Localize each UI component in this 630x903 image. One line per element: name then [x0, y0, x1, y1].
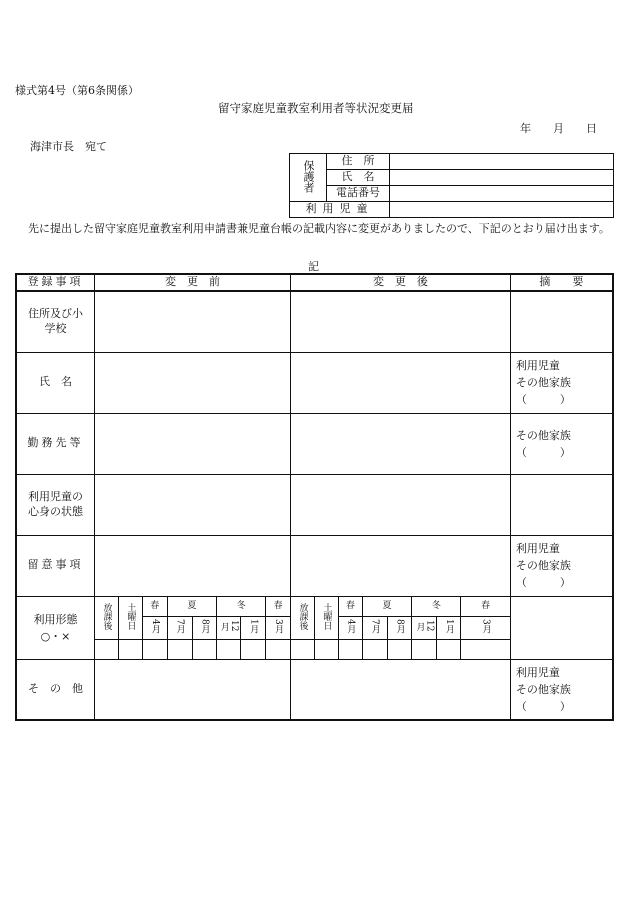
usage-mark-cell[interactable]: [167, 639, 192, 659]
header-after: 変 更 後: [291, 274, 511, 291]
ki-label: 記: [308, 260, 319, 273]
usage-spring-before: 春: [142, 596, 167, 616]
header-before: 変 更 前: [94, 274, 290, 291]
before-field[interactable]: [94, 352, 290, 413]
note-cell: 利用児童 その他家族（ ）: [510, 352, 613, 413]
usage-mark-cell[interactable]: [241, 639, 266, 659]
month-3-after: [461, 616, 511, 639]
usage-winter-after: 冬: [412, 596, 461, 616]
usage-mark-cell[interactable]: [217, 639, 241, 659]
header-item: 登録事項: [16, 274, 94, 291]
before-field[interactable]: [94, 291, 290, 352]
page-title: 留守家庭児童教室利用者等状況変更届: [218, 101, 414, 115]
guardian-name-label: 氏 名: [327, 170, 390, 186]
month-label: 3月: [480, 618, 491, 634]
note-cell: 利用児童 その他家族（ ）: [510, 659, 613, 720]
usage-mark-cell[interactable]: [437, 639, 461, 659]
usage-saturday-after: [315, 596, 339, 639]
child-field[interactable]: [390, 202, 614, 218]
month-label: 12月: [414, 620, 435, 632]
usage-mark-cell[interactable]: [362, 639, 387, 659]
addressee: 海津市長 宛て: [30, 140, 107, 153]
month-label: 4月: [149, 618, 160, 634]
usage-mark-cell[interactable]: [142, 639, 167, 659]
usage-saturday-label: 土曜日: [321, 602, 332, 630]
usage-mark-cell[interactable]: [461, 639, 511, 659]
month-4-before: [142, 616, 167, 639]
month-label: 8月: [199, 618, 210, 634]
before-field[interactable]: [94, 474, 290, 535]
before-field[interactable]: [94, 413, 290, 474]
row-label: 留意事項: [16, 535, 94, 596]
usage-mark-cell[interactable]: [291, 639, 315, 659]
usage-mark-cell[interactable]: [338, 639, 362, 659]
month-8-before: [192, 616, 217, 639]
after-field[interactable]: [291, 659, 511, 720]
month-12-before: [217, 616, 241, 639]
usage-winter-before: 冬: [217, 596, 266, 616]
usage-spring-after: 春: [338, 596, 362, 616]
note-cell: その他家族（ ）: [510, 413, 613, 474]
usage-after-school-before: [94, 596, 118, 639]
month-12-after: [412, 616, 437, 639]
row-label: そ の 他: [16, 659, 94, 720]
usage-mark-cell[interactable]: [315, 639, 339, 659]
usage-mark-cell[interactable]: [118, 639, 142, 659]
usage-spring2-after: 春: [461, 596, 511, 616]
usage-mark-cell[interactable]: [412, 639, 437, 659]
usage-mark-cell[interactable]: [266, 639, 291, 659]
after-field[interactable]: [291, 352, 511, 413]
row-label: 利用児童の心身の状態: [16, 474, 94, 535]
usage-mark-cell[interactable]: [94, 639, 118, 659]
row-label: 勤務先等: [16, 413, 94, 474]
row-label: 住所及び小学校: [16, 291, 94, 352]
before-field[interactable]: [94, 659, 290, 720]
note-cell: [510, 291, 613, 352]
guardian-address-label: 住 所: [327, 154, 390, 170]
guardian-phone-label: 電話番号: [327, 186, 390, 202]
usage-summer-before: 夏: [167, 596, 217, 616]
row-label: 利用形態 ○・×: [16, 596, 94, 659]
guardian-group-label: [290, 154, 327, 202]
note-cell: [510, 596, 613, 659]
month-7-after: [362, 616, 387, 639]
child-label: 利用児童: [290, 202, 390, 218]
month-label: 7月: [174, 618, 185, 634]
month-8-after: [387, 616, 412, 639]
month-label: 3月: [273, 618, 284, 634]
usage-saturday-label: 土曜日: [125, 602, 136, 630]
usage-mark-cell[interactable]: [387, 639, 412, 659]
usage-summer-after: 夏: [362, 596, 412, 616]
usage-after-school-label: 放課後: [101, 602, 112, 630]
header-notes: 摘 要: [510, 274, 613, 291]
month-label: 1月: [248, 618, 259, 634]
month-1-after: [437, 616, 461, 639]
change-table: [15, 273, 614, 721]
month-label: 7月: [369, 618, 380, 634]
guardian-group-text: 保護者: [302, 159, 315, 193]
guardian-name-field[interactable]: [390, 170, 614, 186]
row-label: 氏 名: [16, 352, 94, 413]
month-7-before: [167, 616, 192, 639]
month-4-after: [338, 616, 362, 639]
month-label: 4月: [345, 618, 356, 634]
after-field[interactable]: [291, 474, 511, 535]
month-3-before: [266, 616, 291, 639]
guardian-phone-field[interactable]: [390, 186, 614, 202]
usage-after-school-after: [291, 596, 315, 639]
month-label: 12月: [218, 620, 239, 632]
after-field[interactable]: [291, 413, 511, 474]
before-field[interactable]: [94, 535, 290, 596]
note-cell: [510, 474, 613, 535]
month-label: 8月: [394, 618, 405, 634]
usage-spring2-before: 春: [266, 596, 291, 616]
month-1-before: [241, 616, 266, 639]
usage-saturday-before: [118, 596, 142, 639]
body-text: 先に提出した留守家庭児童教室利用申請書兼児童台帳の記載内容に変更がありましたので、下記のとおり届け出ます。: [28, 222, 610, 235]
usage-after-school-label: 放課後: [297, 602, 308, 630]
guardian-table: [289, 153, 614, 218]
month-label: 1月: [443, 618, 454, 634]
after-field[interactable]: [291, 535, 511, 596]
guardian-address-field[interactable]: [390, 154, 614, 170]
date-line: 年 月 日: [520, 122, 597, 135]
form-number: 様式第4号（第6条関係）: [15, 84, 139, 97]
after-field[interactable]: [291, 291, 511, 352]
note-cell: 利用児童 その他家族（ ）: [510, 535, 613, 596]
usage-mark-cell[interactable]: [192, 639, 217, 659]
